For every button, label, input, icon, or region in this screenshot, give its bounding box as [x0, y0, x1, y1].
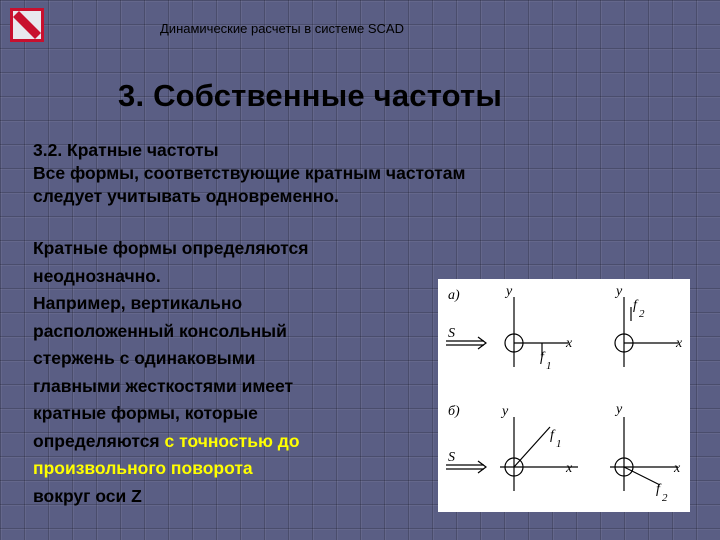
subtitle-line: 3.2. Кратные частоты: [33, 140, 219, 160]
page-title: 3. Собственные частоты: [118, 78, 503, 113]
axis-x-label: x: [676, 336, 683, 351]
freq-f2-label: f: [633, 298, 637, 313]
highlight-line: произвольного поворота: [33, 458, 253, 478]
axis-y-label: y: [616, 402, 623, 417]
subscript-1: 1: [556, 438, 562, 450]
body-line: Кратные формы определяются: [33, 238, 309, 258]
scad-logo: [10, 8, 44, 42]
body-text-plain: определяются: [33, 430, 165, 451]
subscript-2: 2: [639, 308, 645, 320]
subtitle-block: [33, 139, 465, 208]
subtitle-line: Все формы, соответствующие кратным частотам: [33, 163, 466, 183]
axis-y-label: y: [506, 284, 513, 299]
highlight-text: с точностью до: [164, 430, 300, 451]
header-caption: Динамические расчеты в системе SCAD: [160, 21, 404, 36]
freq-f1-label: f: [550, 428, 554, 443]
subscript-2: 2: [662, 492, 668, 504]
body-line: [33, 428, 308, 456]
body-line: [33, 483, 308, 511]
axis-x-label: x: [674, 461, 681, 476]
subtitle-line: следует учитывать одновременно.: [33, 186, 339, 206]
body-line: кратные формы, которые: [33, 403, 258, 423]
axis-x-label: x: [566, 336, 573, 351]
body-text: [33, 235, 308, 510]
freq-f2-label: f: [656, 482, 660, 497]
axis-name: Z: [131, 485, 142, 506]
body-line: расположенный консольный: [33, 320, 287, 341]
body-line: главными жесткостями имеет: [33, 375, 294, 396]
row-b-label: б): [448, 404, 460, 419]
force-label: S: [448, 450, 455, 465]
body-line: стержень с одинаковыми: [33, 348, 256, 368]
freq-f1-label: f: [540, 350, 544, 365]
subscript-1: 1: [546, 360, 552, 372]
body-line: неоднозначно.: [33, 265, 161, 286]
axis-x-label: x: [566, 461, 573, 476]
force-label: S: [448, 326, 455, 341]
axis-y-label: y: [616, 284, 623, 299]
axis-y-label: y: [502, 404, 509, 419]
modes-diagram: [438, 279, 690, 512]
body-line: Например, вертикально: [33, 293, 243, 313]
body-text-plain: вокруг оси: [33, 485, 132, 506]
row-a-label: а): [448, 288, 460, 303]
